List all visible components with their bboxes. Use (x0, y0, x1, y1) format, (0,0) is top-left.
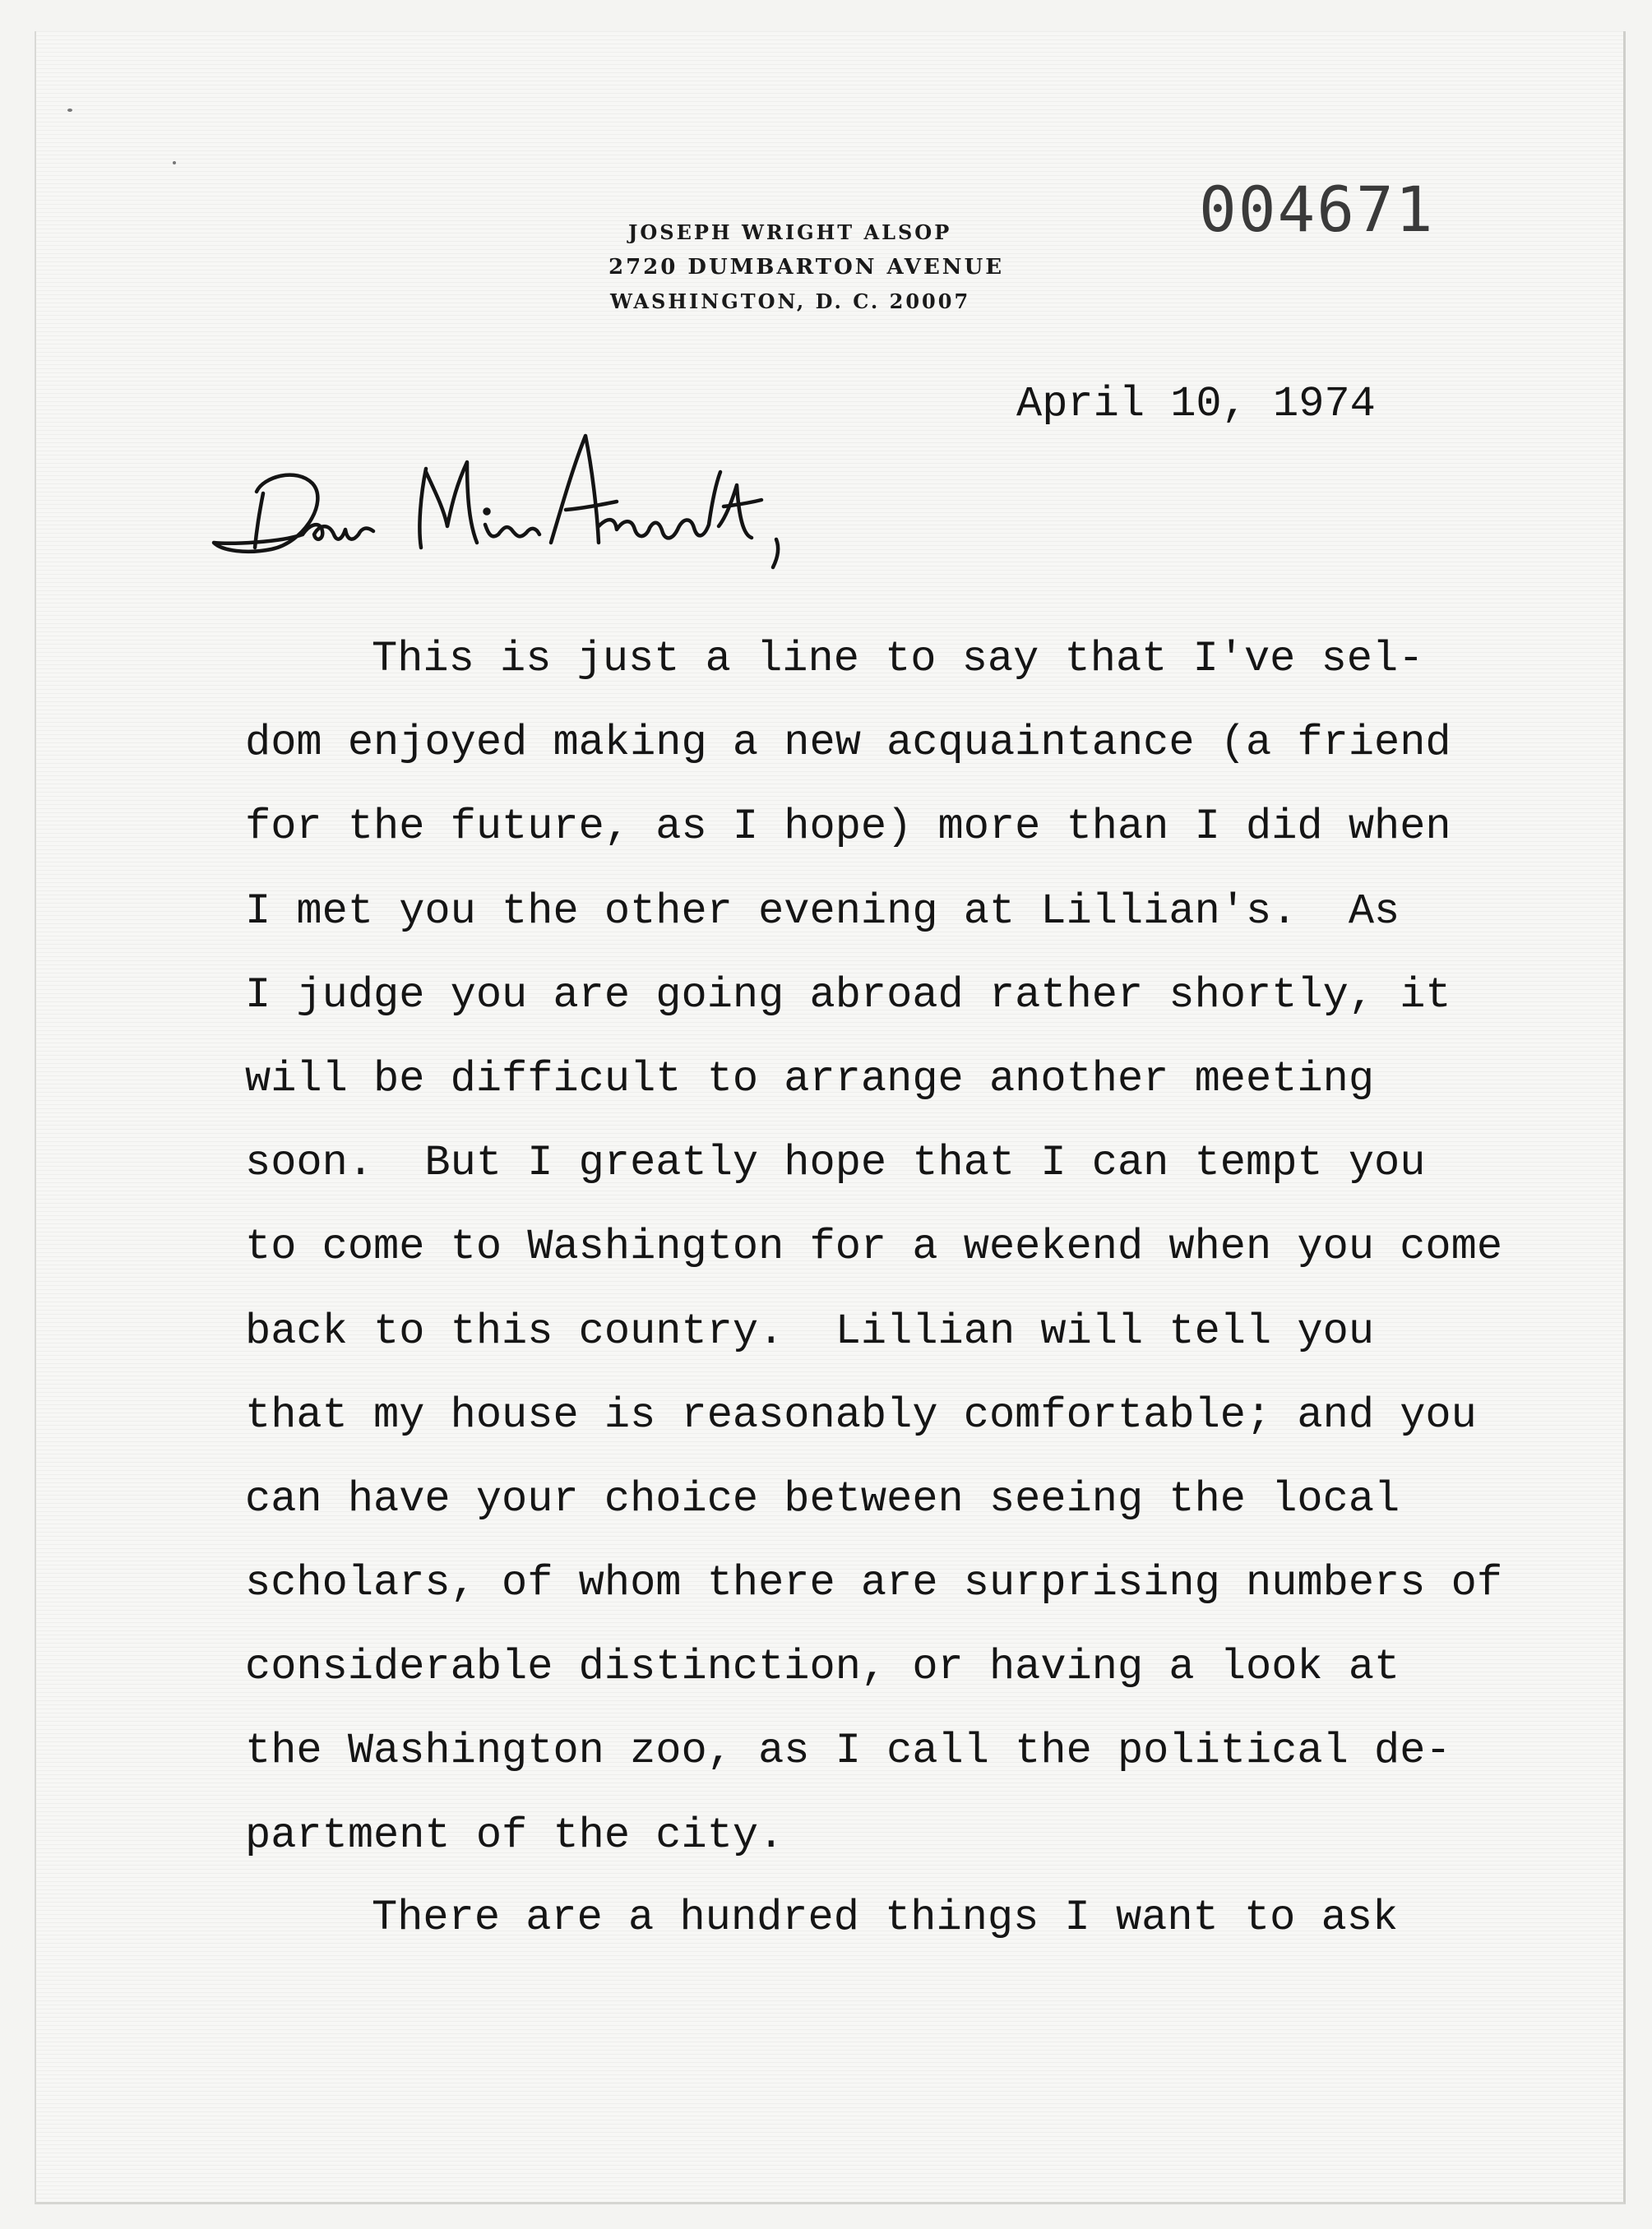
body-line: will be difficult to arrange another meeting (245, 1054, 1375, 1103)
body-line: can have your choice between seeing the local (245, 1474, 1400, 1524)
body-line: back to this country. Lillian will tell you (245, 1306, 1375, 1356)
letterhead (609, 215, 1069, 319)
body-line: to come to Washington for a weekend when you come (245, 1223, 1503, 1272)
archive-stamp-number: 004671 (1199, 173, 1435, 246)
body-line: considerable distinction, or having a look at (245, 1643, 1400, 1692)
letter-date: April 10, 1974 (1016, 380, 1376, 428)
body-line: for the future, as I hope) more than I did when (245, 802, 1451, 852)
dust-speck (67, 109, 72, 112)
handwritten-salutation (206, 419, 863, 592)
letter-body-paragraph-2: There are a hundred things I want to ask (372, 1894, 1399, 1942)
letterhead-address: 2720 DUMBARTON AVENUE (609, 255, 1005, 280)
body-line: scholars, of whom there are surprising numbers of (245, 1559, 1503, 1608)
body-line: soon. But I greatly hope that I can tempt you (245, 1139, 1426, 1188)
body-line: dom enjoyed making a new acquaintance (a friend (245, 719, 1451, 768)
body-line: I judge you are going abroad rather shortly, it (245, 970, 1451, 1020)
letterhead-city: WASHINGTON, D. C. 20007 (610, 289, 971, 313)
letterhead-name: JOSEPH WRIGHT ALSOP (628, 220, 952, 244)
letter-body-paragraph-1 (245, 627, 1503, 1887)
body-line: partment of the city. (245, 1810, 784, 1860)
body-line: the Washington zoo, as I call the political de- (245, 1727, 1451, 1776)
dust-speck (173, 161, 176, 164)
body-line: that my house is reasonably comfortable; and you (245, 1390, 1477, 1440)
body-line: This is just a line to say that I've sel- (372, 635, 1424, 683)
body-line: I met you the other evening at Lillian's. As (245, 886, 1400, 936)
